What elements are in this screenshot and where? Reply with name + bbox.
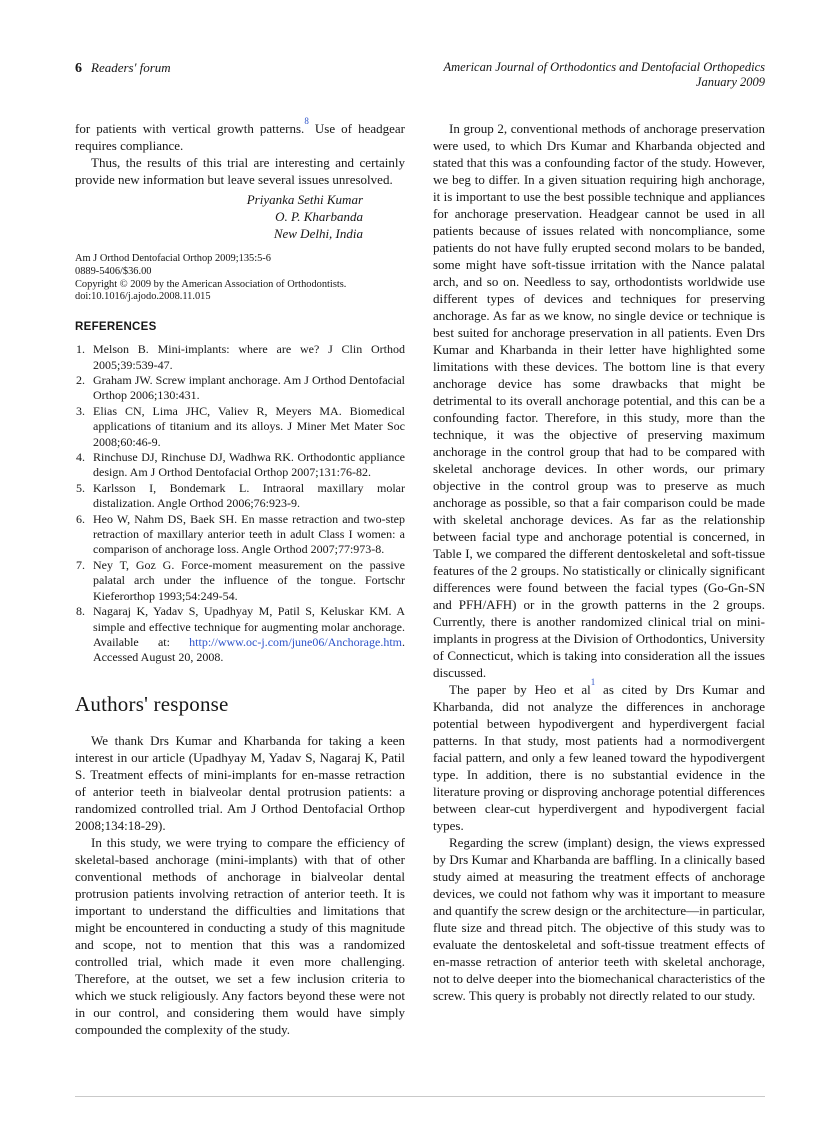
- reference-text: Nagaraj K, Yadav S, Upadhyay M, Patil S, Keluskar KM. A simple and effective technique for augmenting molar anchorage. Available at:: [93, 604, 405, 649]
- citation-line: Am J Orthod Dentofacial Orthop 2009;135:5-6: [75, 253, 271, 264]
- response-paragraph: In group 2, conventional methods of anchorage preservation were used, to which Drs Kumar and Kharbanda objected and stated that this was a confounding factor of the study. However, we beg to differ. In a given situation requiring high anchorage, it is important to use the best possible technique and appliances for anchorage preservation. Headgear cannot be used in all patients because of issues related with noncompliance, some patients do not have fully erupted second molars to be banded, some might have soft-tissue irritation with the Nance palatal arch, and so on. Needless to say, orthodontists worldwide use different types of devices and techniques for preserving anchorage. As far as we know, no single device or technique is best suited for anchorage preservation in all patients. Even Drs Kumar and Kharbanda in their letter have highlighted some limitations with these devices. The bottom line is that every anchorage device has some drawbacks that might be detrimental to its overall anchorage potential, and this can be a confounding factor. Therefore, in this study, more than the technique, it was the objective of preserving maximum anchorage in the control group that had to be compared with skeletal anchorage devices. In other words, our primary objective in the control group was to preserve as much anchorage as possible, so that a fair comparison could be made with skeletal anchorage devices. As far as the relationship between facial type and anchorage potential is concerned, in Table I, we compared the different dentoskeletal and soft-tissue features of the 2 groups. No statistically or clinically significant differences were found between the facial types (Go-Gn-SN and PFH/AFH) or in the growth patterns in the 2 groups. Currently, there is another randomized clinical trial on mini-implants in progress at the Division of Orthodontics, University of Connecticut, which is taking into consideration all the issues discussed.: [433, 121, 765, 680]
- reference-text: . Accessed August 20, 2008.: [93, 634, 405, 665]
- letter-paragraph: Thus, the results of this trial are interesting and certainly provide new information but leave several issues unresolved.: [75, 155, 405, 187]
- paragraph-text: as cited by Drs Kumar and Kharbanda, did not analyze the differences in anchorage potential between hypodivergent and hyperdivergent facial patterns. In that study, most patients had a normodivergent facial pattern, and only a few leaned toward the hypodivergent type. In addition, there is no substantial evidence in the literature proving or disproving anchorage potential differences between clear-cut hyperdivergent and hypodivergent facial types.: [433, 682, 765, 833]
- page-number: 6: [75, 61, 82, 76]
- right-column: [433, 120, 765, 1038]
- references-heading: REFERENCES: [75, 321, 157, 334]
- citation-ref[interactable]: 1: [590, 676, 596, 687]
- references-list: [75, 342, 405, 666]
- reference-item: Rinchuse DJ, Rinchuse DJ, Wadhwa RK. Orthodontic appliance design. Am J Orthod Dentofacial Orthop 2007;131:76-82.: [93, 450, 405, 480]
- signature-author: O. P. Kharbanda: [275, 209, 363, 224]
- doi-line: doi:10.1016/j.ajodo.2008.11.015: [75, 291, 211, 303]
- reference-item: Melson B. Mini-implants: where are we? J Clin Orthod 2005;39:539-47.: [93, 342, 405, 372]
- reference-url-link[interactable]: http://www.oc-j.com/june06/Anchorage.htm: [189, 634, 402, 649]
- copyright-line: Copyright © 2009 by the American Association of Orthodontists.: [75, 278, 347, 290]
- signature-location: New Delhi, India: [273, 226, 363, 241]
- paragraph-text: for patients with vertical growth patterns.: [75, 121, 305, 136]
- response-paragraph: Regarding the screw (implant) design, the views expressed by Drs Kumar and Kharbanda are baffling. In a clinically based study aimed at measuring the treatment effects of anchorage devices, we could not fathom why was it important to measure and quantify the screw design or the architecture—in particular, flute size and thread pitch. The objective of this study was to evaluate the dentoskeletal and soft-tissue treatment effects of en-masse retraction of anterior teeth with skeletal anchorage, not to delve deeper into the biomechanical characteristics of the screw. This query is probably not directly related to our study.: [433, 835, 765, 1003]
- publication-info: [75, 253, 405, 304]
- response-paragraph: We thank Drs Kumar and Kharbanda for taking a keen interest in our article (Upadhyay M, Yadav S, Nagaraj K, Patil S. Treatment effects of mini-implants for en-masse retraction of anterior teeth in bialveolar dental protrusion patients: a randomized controlled trial. Am J Orthod Dentofacial Orthop 2008;134:18-29).: [75, 732, 405, 833]
- page-bottom-edge: [75, 1096, 765, 1097]
- authors-response-heading: Authors' response: [75, 691, 229, 716]
- letter-paragraph: [75, 115, 405, 154]
- page-header: [75, 60, 765, 90]
- left-column: [75, 115, 405, 1038]
- issn-price-line: 0889-5406/$36.00: [75, 265, 152, 277]
- reference-item: Elias CN, Lima JHC, Valiev R, Meyers MA. Biomedical applications of titanium and its alloys. J Miner Met Mater Soc 2008;60:46-9.: [93, 403, 405, 449]
- response-paragraph: [433, 676, 765, 834]
- signature-author: Priyanka Sethi Kumar: [246, 192, 363, 207]
- section-title: Readers' forum: [91, 60, 171, 75]
- running-head-left: [75, 60, 171, 77]
- journal-title: American Journal of Orthodontics and Dentofacial Orthopedics: [443, 60, 765, 74]
- paragraph-text: The paper by Heo et al: [449, 682, 591, 697]
- response-paragraph: In this study, we were trying to compare the efficiency of skeletal-based anchorage (mini-implants) with that of other conventional methods of anchorage in bialveolar dental protrusion patients involving retraction of anterior teeth. It is important to understand the difficulties and limitations that might be encountered in conducting a study of this magnitude and scope, not to mention that this was a randomized controlled trial, which made it even more challenging. Therefore, at the outset, we set a few inclusion criteria to which we stuck religiously. Any factors beyond these were not in our control, and considering them would have simply compounded the complexity of the study.: [75, 834, 405, 1037]
- reference-item: Ney T, Goz G. Force-moment measurement on the passive palatal arch under the influence of the tongue. Fortschr Kieferorthop 1993;54:249-54.: [93, 557, 405, 603]
- running-head-right: [444, 60, 766, 90]
- paragraph-text: Use of headgear requires compliance.: [75, 121, 405, 153]
- issue-date: January 2009: [695, 75, 765, 89]
- citation-ref[interactable]: 8: [304, 115, 309, 126]
- reference-item: [75, 604, 405, 666]
- reference-item: Karlsson I, Bondemark L. Intraoral maxillary molar distalization. Angle Orthod 2006;76:923-9.: [93, 480, 405, 511]
- reference-item: Graham JW. Screw implant anchorage. Am J Orthod Dentofacial Orthop 2006;130:431.: [93, 373, 405, 403]
- reference-item: Heo W, Nahm DS, Baek SH. En masse retraction and two-step retraction of maxillary anterior teeth in adult Class I women: a comparison of anchorage loss. Angle Orthod 2007;77:973-8.: [93, 511, 405, 557]
- signature-block: [75, 191, 405, 242]
- two-column-layout: [75, 115, 765, 1038]
